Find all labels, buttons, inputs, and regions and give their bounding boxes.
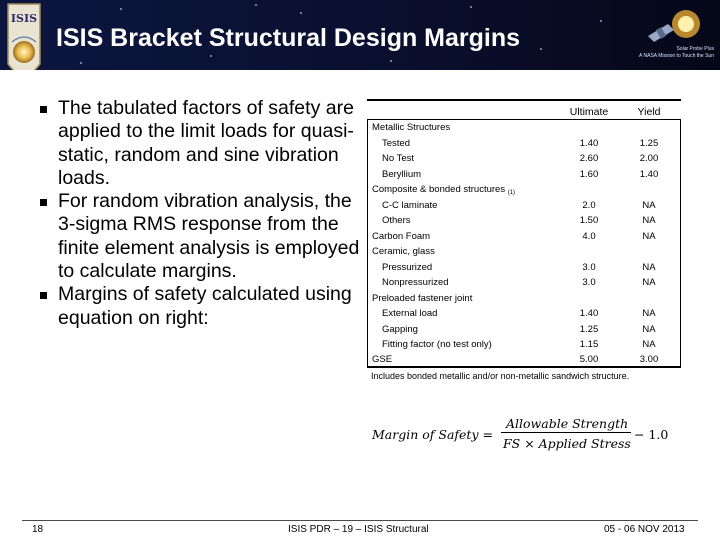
table-row: Pressurized 3.0 NA [382,261,656,273]
solar-probe-plus-logo [628,6,716,60]
table-top-rule [367,99,681,101]
bullet-item: Margins of safety calculated using equation on right: [40,283,360,330]
bullet-square-icon [40,106,47,113]
bullet-item: For random vibration analysis, the 3-sigma RMS response from the finite element analysis is employed to calculate margins. [40,190,360,283]
table-row: C-C laminate 2.0 NA [382,199,656,211]
footer-divider [22,520,698,521]
equation-lhs: Margin of Safety = [372,427,493,442]
column-header-ultimate: Ultimate [569,106,609,118]
table-row: Fitting factor (no test only) 1.15 NA [382,339,656,350]
isis-mission-logo [2,2,46,70]
header-divider [367,119,681,120]
logo-caption-line-1: Solar Probe Plus [676,46,714,52]
table-row: Nonpressurized 3.0 NA [382,277,656,288]
table-row: Composite & bonded structures $_{(1)}$ [372,184,516,196]
margin-of-safety-equation [372,414,672,458]
page-number: 18 [32,524,44,535]
footer-center-text: ISIS PDR – 19 – ISIS Structural [288,524,429,535]
factor-of-safety-table [367,99,681,397]
table-footnote: Includes bonded metallic and/or non-metallic sandwich structure. [371,371,630,381]
bullet-square-icon [40,292,47,299]
table-row: Gapping 1.25 NA [382,323,656,335]
equation-rhs: − 1.0 [634,427,669,442]
table-bottom-rule [367,366,681,368]
svg-text:ISIS: ISIS [10,12,38,25]
table-row: GSE 5.00 3.00 [372,354,659,365]
fraction-bar [501,432,631,433]
page-title: ISIS Bracket Structural Design Margins [56,24,521,52]
equation-numerator: Allowable Strength [506,416,629,431]
equation-denominator: FS × Applied Stress [503,436,631,451]
table-row: Ceramic, glass [372,246,435,257]
table-row: No Test 2.60 2.00 [382,153,659,164]
spacecraft-icon [628,6,716,46]
logo-caption-line-2: A NASA Mission to Touch the Sun [639,53,714,59]
bullet-item: The tabulated factors of safety are applied to the limit loads for quasi-static, random and sine vibration loads. [40,97,360,190]
table-row: Tested 1.40 1.25 [382,137,659,149]
table-row: Others 1.50 NA [382,215,656,226]
table-row: Carbon Foam 4.0 NA [372,230,656,242]
table-row: Preloaded fastener joint [372,292,473,304]
footer-date: 05 - 06 NOV 2013 [604,524,685,535]
table-row: Beryllium 1.60 1.40 [382,168,659,180]
title-banner [0,0,720,70]
table-row: Metallic Structures [372,122,451,133]
table-row: External load 1.40 NA [382,308,656,319]
bullet-list [40,97,360,330]
column-header-yield: Yield [637,106,661,118]
footnote-marker: (1) [507,190,516,196]
bullet-square-icon [40,199,47,206]
